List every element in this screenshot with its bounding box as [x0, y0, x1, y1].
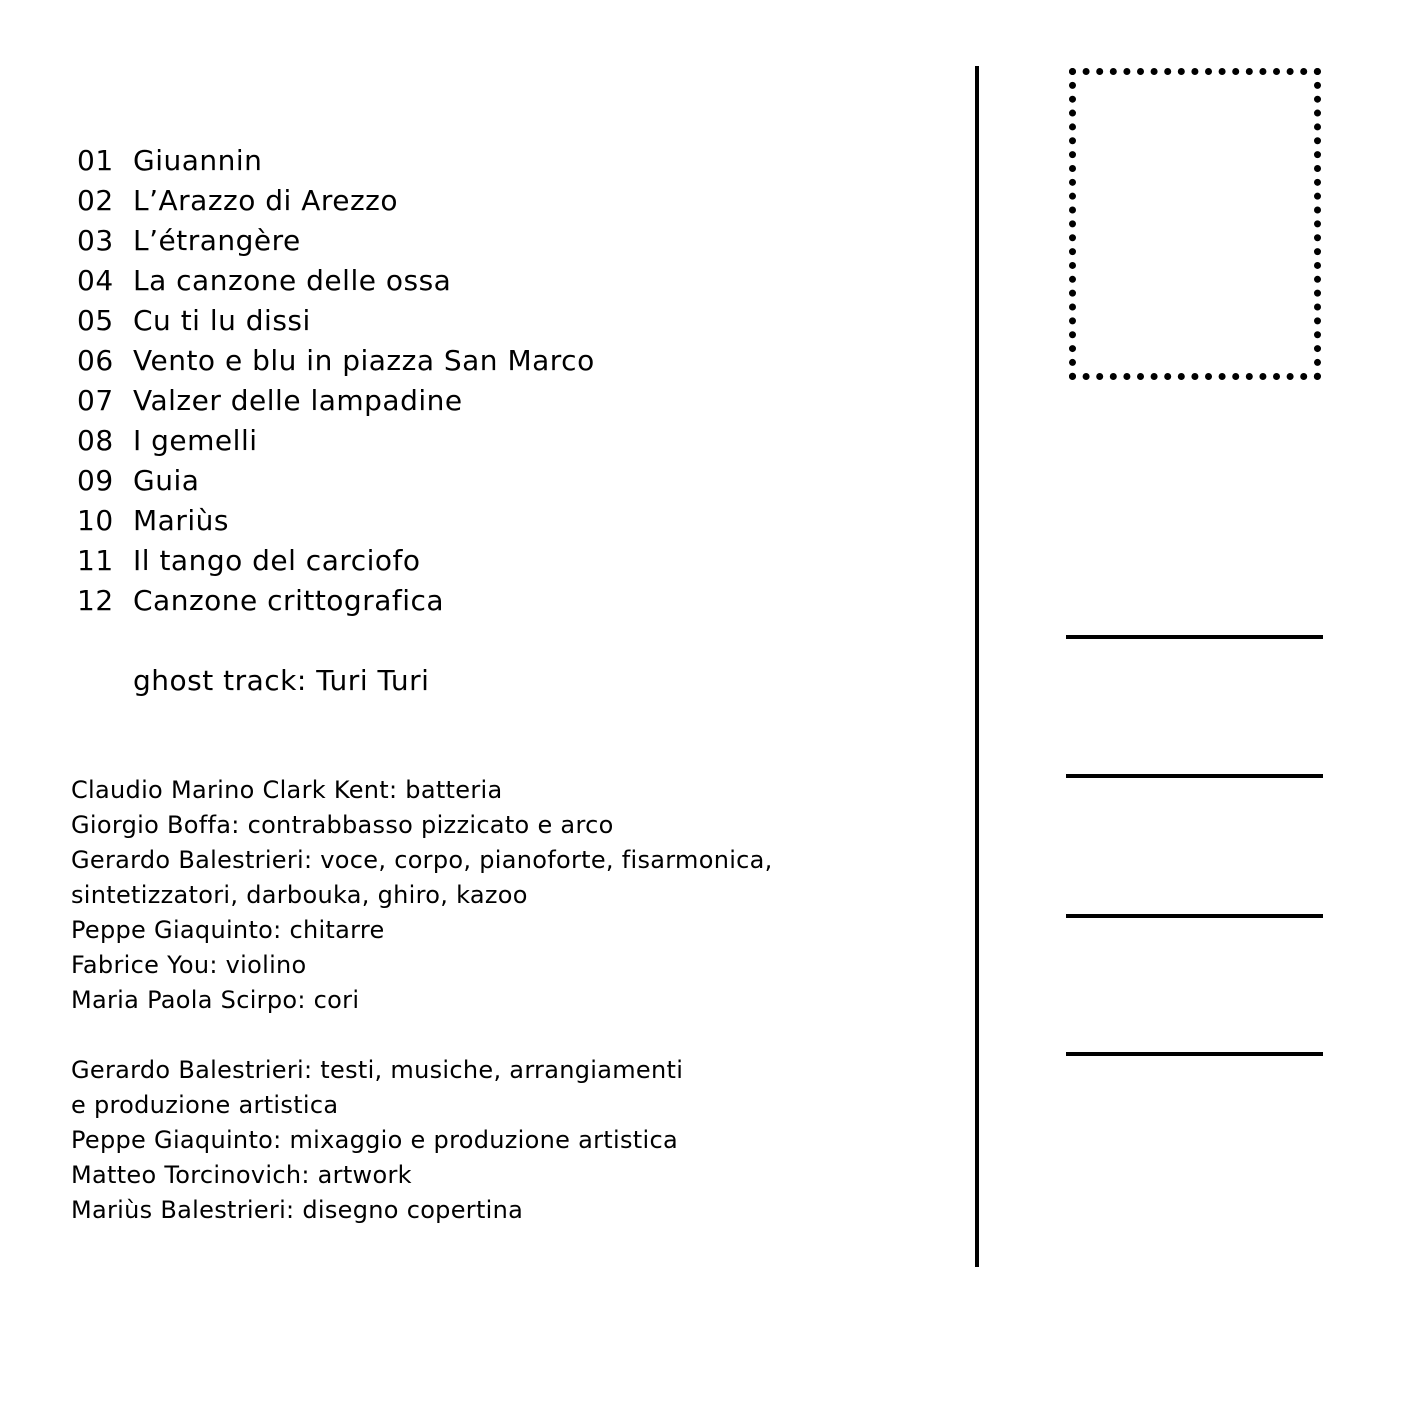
- track-row: [77, 221, 595, 261]
- address-line: [1066, 1052, 1323, 1056]
- track-row: [77, 261, 595, 301]
- track-row: [77, 301, 595, 341]
- track-number: 03: [77, 224, 114, 257]
- track-row: [77, 501, 595, 541]
- tracklist: [77, 141, 595, 701]
- credit-line: Matteo Torcinovich: artwork: [71, 1161, 412, 1189]
- track-title: L’étrangère: [133, 224, 301, 257]
- track-title: L’Arazzo di Arezzo: [133, 184, 399, 217]
- credits-musicians: [71, 773, 773, 1018]
- credit-line: Gerardo Balestrieri: voce, corpo, pianoforte, fisarmonica,: [71, 846, 773, 874]
- track-number: 11: [77, 544, 114, 577]
- stamp-box: [1069, 68, 1321, 380]
- credit-line: e produzione artistica: [71, 1091, 339, 1119]
- track-number: 09: [77, 464, 114, 497]
- track-title: Il tango del carciofo: [133, 544, 421, 577]
- ghost-track: ghost track: Turi Turi: [133, 664, 430, 697]
- track-row: [77, 181, 595, 221]
- credits-production: [71, 1053, 683, 1228]
- track-title: Cu ti lu dissi: [133, 304, 311, 337]
- track-number: 08: [77, 424, 114, 457]
- credit-line: Peppe Giaquinto: mixaggio e produzione artistica: [71, 1126, 678, 1154]
- track-row: [77, 421, 595, 461]
- credit-line: Fabrice You: violino: [71, 951, 307, 979]
- track-number: 06: [77, 344, 114, 377]
- credit-line: Claudio Marino Clark Kent: batteria: [71, 776, 503, 804]
- credit-line: Maria Paola Scirpo: cori: [71, 986, 360, 1014]
- track-row: [77, 581, 595, 621]
- credit-line: Mariùs Balestrieri: disegno copertina: [71, 1196, 524, 1224]
- credit-line: sintetizzatori, darbouka, ghiro, kazoo: [71, 881, 528, 909]
- credit-line: Peppe Giaquinto: chitarre: [71, 916, 385, 944]
- address-line: [1066, 635, 1323, 639]
- track-number: 02: [77, 184, 114, 217]
- track-title: La canzone delle ossa: [133, 264, 452, 297]
- track-title: Guia: [133, 464, 200, 497]
- track-row: [77, 381, 595, 421]
- track-number: 07: [77, 384, 114, 417]
- track-title: Giuannin: [133, 144, 263, 177]
- address-line: [1066, 774, 1323, 778]
- track-title: Valzer delle lampadine: [133, 384, 463, 417]
- track-title: Mariùs: [133, 504, 229, 537]
- credit-line: Gerardo Balestrieri: testi, musiche, arrangiamenti: [71, 1056, 684, 1084]
- track-title: Vento e blu in piazza San Marco: [133, 344, 595, 377]
- track-number: 05: [77, 304, 114, 337]
- track-number: 04: [77, 264, 114, 297]
- track-title: I gemelli: [133, 424, 258, 457]
- credit-line: Giorgio Boffa: contrabbasso pizzicato e arco: [71, 811, 614, 839]
- track-row: [77, 341, 595, 381]
- track-row: [77, 141, 595, 181]
- track-title: Canzone crittografica: [133, 584, 445, 617]
- track-number: 01: [77, 144, 114, 177]
- track-row: [77, 461, 595, 501]
- postcard-divider: [975, 66, 979, 1267]
- track-number: 10: [77, 504, 114, 537]
- address-line: [1066, 914, 1323, 918]
- track-row: [77, 541, 595, 581]
- track-number: 12: [77, 584, 114, 617]
